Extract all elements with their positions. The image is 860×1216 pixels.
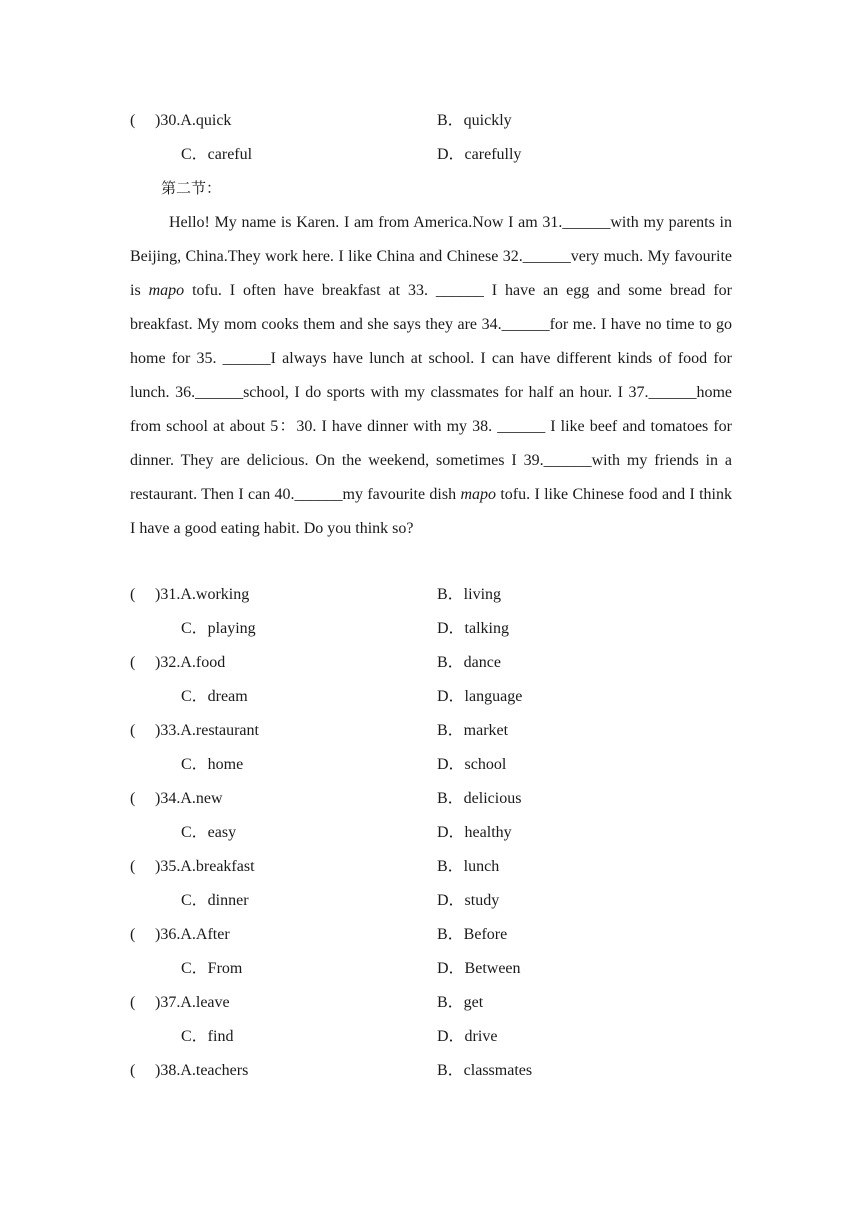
- option-a: ( )34.A.new: [130, 782, 223, 816]
- option-b: B．market: [437, 722, 509, 739]
- answer-paren[interactable]: (: [130, 112, 136, 129]
- option-c: C．playing: [181, 620, 256, 637]
- option-d: D．study: [437, 892, 500, 909]
- option-a: ( )37.A.leave: [130, 986, 230, 1020]
- option-a: ( )30.A.quick: [130, 104, 231, 138]
- option-b: B．dance: [437, 654, 501, 671]
- cloze-passage: Hello! My name is Karen. I am from America.Now I am 31.______with my parents in Beijing, China.They work here. I like China and Chinese 32.______very much. My favourite is mapo tofu. I often have breakfast at 33. ______ I have an egg and some bread for breakfast. My mom cooks them and she says they are 34.______for me. I have no time to go home for 35. ______I always have lunch at school. I can have different kinds of food for lunch. 36.______school, I do sports with my classmates for half an hour. I 37.______home from school at about 5：30. I have dinner with my 38. ______ I like beef and tomatoes for dinner. They are delicious. On the weekend, sometimes I 39.______with my friends in a restaurant. Then I can 40.______my favourite dish mapo tofu. I like Chinese food and I think I have a good eating habit. Do you think so?: [130, 214, 733, 537]
- option-c: C．easy: [181, 824, 237, 841]
- question-row-cd: [130, 138, 732, 172]
- dish-name: mapo: [460, 486, 496, 503]
- option-c: C．find: [181, 1028, 234, 1045]
- option-a: ( )38.A.teachers: [130, 1054, 248, 1088]
- question-36: [130, 918, 732, 986]
- option-d: D．healthy: [437, 824, 512, 841]
- question-31: [130, 578, 732, 646]
- option-c: C．From: [181, 960, 243, 977]
- option-a: ( )36.A.After: [130, 918, 230, 952]
- answer-paren[interactable]: (: [130, 586, 136, 603]
- question-37: [130, 986, 732, 1054]
- answer-paren[interactable]: (: [130, 722, 136, 739]
- option-d: D．language: [437, 688, 523, 705]
- answer-paren[interactable]: (: [130, 994, 136, 1011]
- option-d: D．talking: [437, 620, 509, 637]
- option-c: C．dinner: [181, 892, 249, 909]
- answer-paren[interactable]: (: [130, 654, 136, 671]
- answer-paren[interactable]: (: [130, 790, 136, 807]
- option-b: B．living: [437, 586, 502, 603]
- question-row-ab: [130, 104, 732, 138]
- option-b: B．Before: [437, 926, 508, 943]
- question-30: [130, 104, 732, 172]
- option-b: B．lunch: [437, 858, 500, 875]
- option-b: B．quickly: [437, 112, 512, 129]
- answer-paren[interactable]: (: [130, 926, 136, 943]
- option-b: B．classmates: [437, 1062, 533, 1079]
- option-d: D．carefully: [437, 146, 522, 163]
- option-b: B．get: [437, 994, 484, 1011]
- option-c: C．dream: [181, 688, 248, 705]
- option-a: ( )35.A.breakfast: [130, 850, 255, 884]
- option-d: D．drive: [437, 1028, 498, 1045]
- option-a: ( )31.A.working: [130, 578, 249, 612]
- option-a: ( )33.A.restaurant: [130, 714, 259, 748]
- question-34: [130, 782, 732, 850]
- option-d: D．Between: [437, 960, 521, 977]
- question-32: [130, 646, 732, 714]
- option-d: D．school: [437, 756, 507, 773]
- question-38: [130, 1054, 732, 1088]
- answer-paren[interactable]: (: [130, 1062, 136, 1079]
- option-b: B．delicious: [437, 790, 522, 807]
- option-c: C．home: [181, 756, 244, 773]
- question-33: [130, 714, 732, 782]
- question-list: [130, 578, 732, 1088]
- dish-name: mapo: [148, 282, 185, 299]
- option-c: C．careful: [181, 146, 253, 163]
- question-35: [130, 850, 732, 918]
- section-heading: 第二节：: [161, 179, 222, 197]
- answer-paren[interactable]: (: [130, 858, 136, 875]
- option-a: ( )32.A.food: [130, 646, 225, 680]
